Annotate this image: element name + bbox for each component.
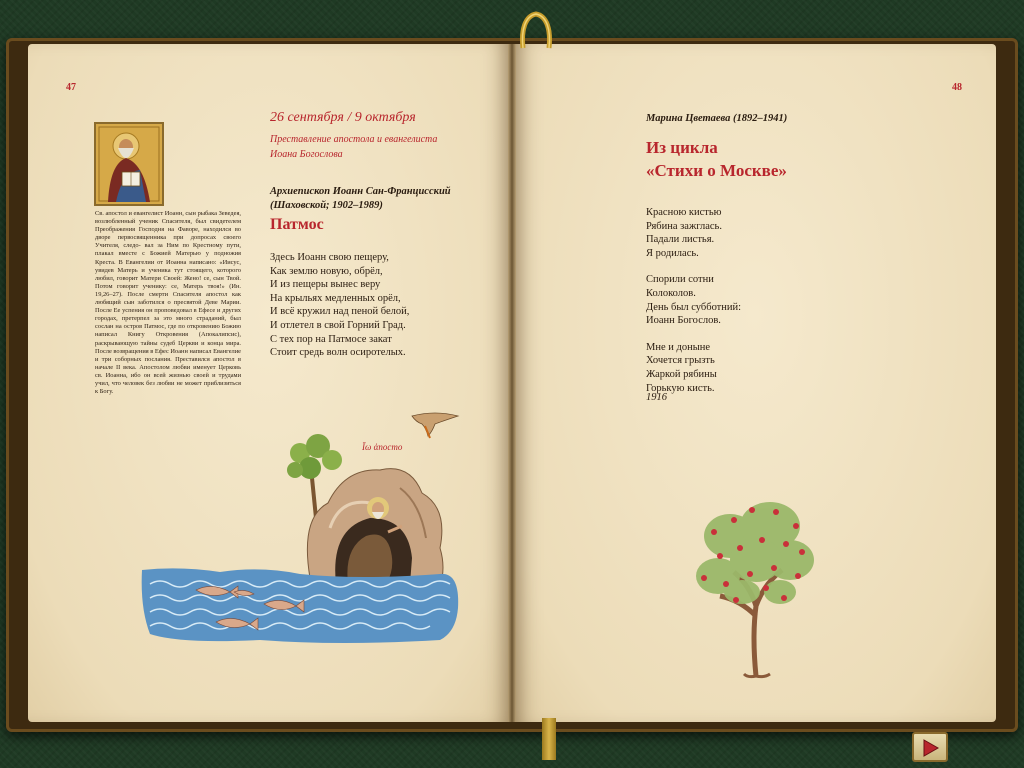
patmos-fresco-illustration	[140, 408, 470, 668]
poem-line: Горькую кисть.	[646, 382, 715, 394]
page-number-left: 47	[66, 82, 76, 93]
poem-line: День был субботний:	[646, 301, 742, 313]
eagle-icon	[412, 413, 458, 438]
poem-line: Хочется грызть	[646, 355, 715, 367]
poem-line: На крыльях медленных орёл,	[270, 292, 401, 304]
poem-line: Падали листья.	[646, 234, 715, 246]
poem-line: Спорили сотни	[646, 274, 714, 286]
poem-line: И из пещеры вынес веру	[270, 279, 381, 291]
poem-stanza	[646, 273, 741, 327]
poem-line: Иоанн Богослов.	[646, 315, 721, 327]
poem-patmos	[270, 251, 409, 360]
saint-john-icon	[94, 122, 164, 206]
page-number-right: 48	[952, 82, 962, 93]
poem-stanza	[646, 341, 741, 395]
poem-title-patmos: Патмос	[270, 216, 324, 233]
poem-line: Рябина зажглась.	[646, 220, 722, 232]
feast-description	[270, 132, 470, 162]
poem-year: 1916	[646, 392, 667, 403]
poem-title-moscow	[646, 136, 787, 182]
saint-biography-text: Св. апостол и евангелист Иоанн, сын рыбака Зеведея, возлюбленный ученик Спасителя, был свидетелем Преображения Господня на Фаворе, находился во дворе первосвященника при допросах своего Учителя, следо- вал за Ним по Крестному пути, плакал вместе с Божией Матерью у подножия Креста. В Евангелии от Иоанна написано: «Иисус, увидев Матерь и ученика тут стоящего, которого любил, говорит Матери Своей: Жено! се, сын Твой. Потом говорит ученику: се, Матерь твоя!» (Ин. 19,26–27). После смерти Спасителя апостол как любящий сын заботился о пресвятой Деве Марии. После Ее успения он проповедовал в Ефесе и других городах, претерпел за это много страданий, был сослан на остров Патмос, где по откровению Божию написал Книгу Откровения (Апокалипсис), раскрывающую тайны судеб Церкви и конца мира. После возвращения в Ефес Иоанн написал Евангелие и три соборных послания. Преставился апостол в начале II века. Апостолом любви именует Церковь св. Иоанна, ибо он всей жизнью своей и трудами учил, что человек без любви не может приблизиться к Богу.	[95, 210, 241, 396]
poem-author-right: Марина Цветаева (1892–1941)	[646, 113, 788, 124]
fresco-inscription: Ῑω ἀпосто	[362, 442, 403, 452]
play-triangle-icon	[923, 739, 939, 757]
poem-line: Жаркой рябины	[646, 368, 717, 380]
bookmark-ribbon-bottom[interactable]	[542, 718, 556, 760]
poem-title-line-1: Из цикла	[646, 138, 718, 157]
feast-line-1: Преставление апостола и евангелиста	[270, 134, 438, 145]
poem-stanza	[646, 206, 741, 260]
feast-line-2: Иоана Богослова	[270, 149, 343, 160]
bookmark-ribbon-top[interactable]	[519, 10, 553, 50]
poem-line: Стоит средь волн осиротелых.	[270, 347, 406, 359]
book-spine-gutter	[508, 44, 516, 722]
poem-line: Здесь Иоанн свою пещеру,	[270, 252, 389, 263]
rowan-tree-icon	[690, 496, 820, 680]
poem-line: И отлетел в свой Горний Град.	[270, 319, 406, 331]
poem-line: Мне и доныне	[646, 341, 711, 353]
poem-title-line-2: «Стихи о Москве»	[646, 161, 787, 180]
poem-author-left	[270, 185, 451, 213]
feast-date: 26 сентября / 9 октября	[270, 110, 416, 125]
poem-line: И всё кружил над пеной белой,	[270, 306, 410, 318]
poem-line: Колоколов.	[646, 287, 696, 299]
poem-line: С тех пор на Патмосе закат	[270, 333, 392, 345]
poem-moscow	[646, 206, 741, 408]
author-dates: (Шаховской; 1902–1989)	[270, 200, 383, 211]
poem-line: Я родилась.	[646, 247, 699, 259]
poem-line: Как землю новую, обрёл,	[270, 265, 383, 277]
author-name: Архиепископ Иоанн Сан-Францисский	[270, 186, 451, 197]
poem-line: Красною кистью	[646, 207, 722, 218]
next-page-button[interactable]	[912, 732, 948, 762]
